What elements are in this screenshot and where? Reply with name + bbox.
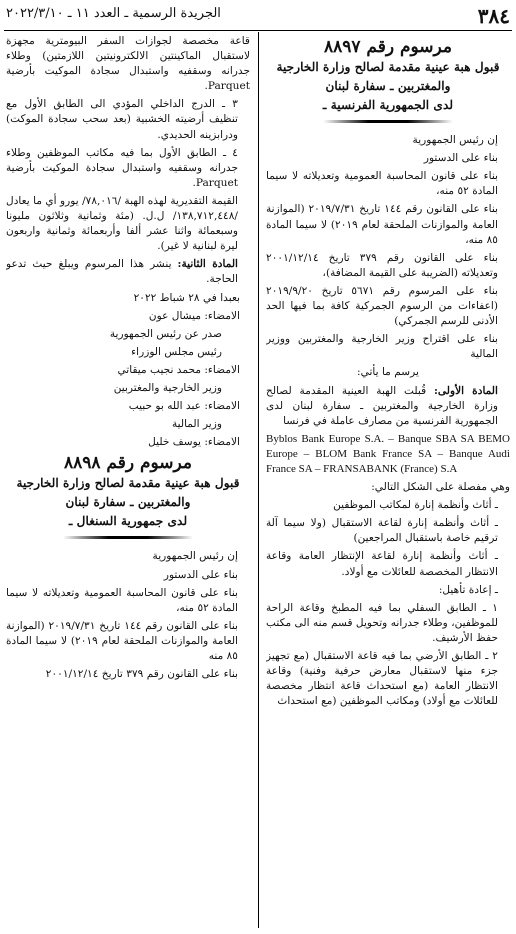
column-divider: [258, 32, 259, 928]
decree2-subtitle-line: قبول هبة عينية مقدمة لصالح وزارة الخارجية: [16, 476, 240, 491]
continued-paragraph: قاعة مخصصة لجوازات السفر البيومترية مجهزة لاستقبال الماكينتين الالكترونيتين اللازمتين) وطلاء جدرانه وسقفيه واستبدال سجادة الموكيت بأرضية Parquet.: [6, 35, 250, 93]
list-item: ـ أثاث وأنظمة إنارة لقاعة الاستقبال (ولا سيما آلة ترقيم خاصة باستقبال المراجعين): [266, 517, 498, 545]
list-item: ـ أثاث وأنظمة إنارة لقاعة الإنتظار العامة وقاعة الانتظار المخصصة للعائلات مع أولاد.: [266, 550, 498, 578]
running-title: الجريدة الرسمية ـ العدد ١١ ـ ٢٠٢٢/٣/١٠: [6, 6, 221, 21]
list-item: ـ أثاث وأنظمة إنارة لمكاتب الموظفين: [333, 499, 498, 512]
decree2-subtitle-line: لدى جمهورية السنغال ـ: [68, 514, 188, 529]
ornament-divider: [323, 120, 453, 123]
estimated-value-paragraph: القيمة التقديرية لهذه الهبة /٧٨,٠١٦/ يورو أي ما يعادل /١٣٨,٧١٢,٤٤٨/ ل.ل. (مئة وثمانية وثلاثون مليونا وسبعمائة واثنا عشر ألفا وأربعمائة وثمانية واربعون ليرة لبنانية لا غير).: [6, 194, 239, 253]
continued-paragraph: ٤ ـ الطابق الأول بما فيه مكاتب الموظفين وطلاء جدرانه وسقفيه واستبدال سجادة الموكيت بأرضية Parquet.: [6, 146, 238, 189]
signature-line: صدر عن رئيس الجمهورية: [109, 327, 222, 340]
list-item: ٢ ـ الطابق الأرضي بما فيه قاعة الاستقبال (مع تجهيز جزء منها لاستقبال معارض حرفية وفنية) وقاعة الانتظار العامة (مع استحداث قاعة انتظار مخصصة للعائلات مع أولاد) ومكاتب الموظفين (مع استحداث: [266, 650, 498, 708]
left-column: [6, 34, 250, 930]
signature-line: الامضاء: ميشال عون: [148, 309, 240, 322]
preamble-line: بناء على القانون رقم ١٤٤ تاريخ ٢٠١٩/٧/٣١ (الموازنة العامة والموازنات الملحقة لعام ٢٠١٩) لا سيما المادة ٨٥ منه: [6, 619, 238, 662]
preamble-line: بناء على قانون المحاسبة العمومية وتعديلاته لا سيما المادة ٥٢ منه،: [6, 586, 238, 614]
banks-list-latin: Byblos Bank Europe S.A. – Banque SBA SA BEMO Europe – BLOM Bank France SA – Banque Audi France SA – FRANSABANK (France) S.A: [266, 432, 510, 475]
decree-title: مرسوم رقم ٨٨٩٧: [323, 37, 453, 57]
signature-line: الامضاء: عبد الله بو حبيب: [128, 400, 240, 413]
preamble-line: إن رئيس الجمهورية: [412, 134, 498, 147]
preamble-line: بناء على قانون المحاسبة العمومية وتعديلاته لا سيما المادة ٥٢ منه،: [266, 170, 498, 198]
article-2-text: ينشر هذا المرسوم ويبلغ حيث تدعو الحاجة.: [6, 258, 238, 286]
list-item: ـ إعادة تأهيل:: [438, 583, 498, 596]
signature-line: وزير المالية: [171, 418, 222, 431]
preamble-line: بناء على اقتراح وزير الخارجية والمغتربين ووزير المالية: [266, 333, 498, 361]
article-1: [266, 384, 510, 429]
page-number: ٣٨٤: [477, 4, 510, 28]
banks-suffix: وهي مفصلة على الشكل التالي:: [371, 481, 510, 494]
preamble-line: بناء على الدستور: [423, 152, 498, 165]
article-1-text: قُبلت الهبة العينية المقدمة لصالح وزارة الخارجية والمغتربين ـ سفارة لبنان لدى الجمهورية الفرنسية من مصارف عاملة في فرنسا: [266, 384, 498, 427]
article-2: [6, 257, 250, 287]
preamble-line: بناء على الدستور: [163, 568, 238, 581]
decree-subtitle-line: لدى الجمهورية الفرنسية ـ: [322, 98, 454, 113]
continued-paragraph: ٣ ـ الدرج الداخلي المؤدي الى الطابق الأول مع تنظيف أرضيته الخشبية (بعد سحب سجادة الموكت) ودرابزينه الحديدي.: [6, 98, 238, 141]
decrees-line: يرسم ما يأتي:: [357, 366, 419, 379]
signature-line: رئيس مجلس الوزراء: [131, 345, 222, 358]
signature-line: الامضاء: محمد نجيب ميقاتي: [117, 363, 240, 376]
decree-subtitle-line: والمغتربين ـ سفارة لبنان: [325, 79, 451, 94]
right-column: [266, 34, 510, 930]
ornament-divider: [63, 536, 193, 539]
preamble-line: بناء على القانون رقم ١٤٤ تاريخ ٢٠١٩/٧/٣١ (الموازنة العامة والموازنات الملحقة لعام ٢٠١٩) لا سيما المادة ٨٥ منه،: [266, 203, 498, 246]
preamble-line: إن رئيس الجمهورية: [152, 550, 238, 563]
decree-subtitle-line: قبول هبة عينية مقدمة لصالح وزارة الخارجية: [276, 60, 500, 75]
signature-line: الامضاء: يوسف خليل: [148, 436, 240, 449]
decree2-subtitle-line: والمغتربين ـ سفارة لبنان: [65, 495, 191, 510]
preamble-line: بناء على القانون رقم ٣٧٩ تاريخ ٢٠٠١/١٢/١٤: [45, 668, 238, 681]
list-item: ١ ـ الطابق السفلي بما فيه المطبخ وقاعة الراحة للموظفين، وطلاء جدرانه وتحويل قسم منه الى مكتب حفظ الأرشيف.: [266, 601, 498, 644]
preamble-line: بناء على المرسوم رقم ٥٦٧١ تاريخ ٢٠١٩/٩/٢٠ (اعفاءات من الرسوم الجمركية كافة بما فيها الحد الأدنى للرسم الجمركي): [266, 284, 498, 328]
article-1-label: المادة الأولى:: [433, 384, 498, 397]
signature-line: بعبدا في ٢٨ شباط ٢٠٢٢: [133, 291, 240, 304]
decree2-title: مرسوم رقم ٨٨٩٨: [63, 453, 193, 474]
article-2-label: المادة الثانية:: [177, 258, 238, 271]
preamble-line: بناء على القانون رقم ٣٧٩ تاريخ ٢٠٠١/١٢/١٤ وتعديلاته (الضريبة على القيمة المضافة)،: [266, 251, 498, 279]
header-rule: [4, 30, 512, 31]
page-header: [4, 4, 512, 28]
signature-line: وزير الخارجية والمغتربين: [113, 381, 222, 394]
